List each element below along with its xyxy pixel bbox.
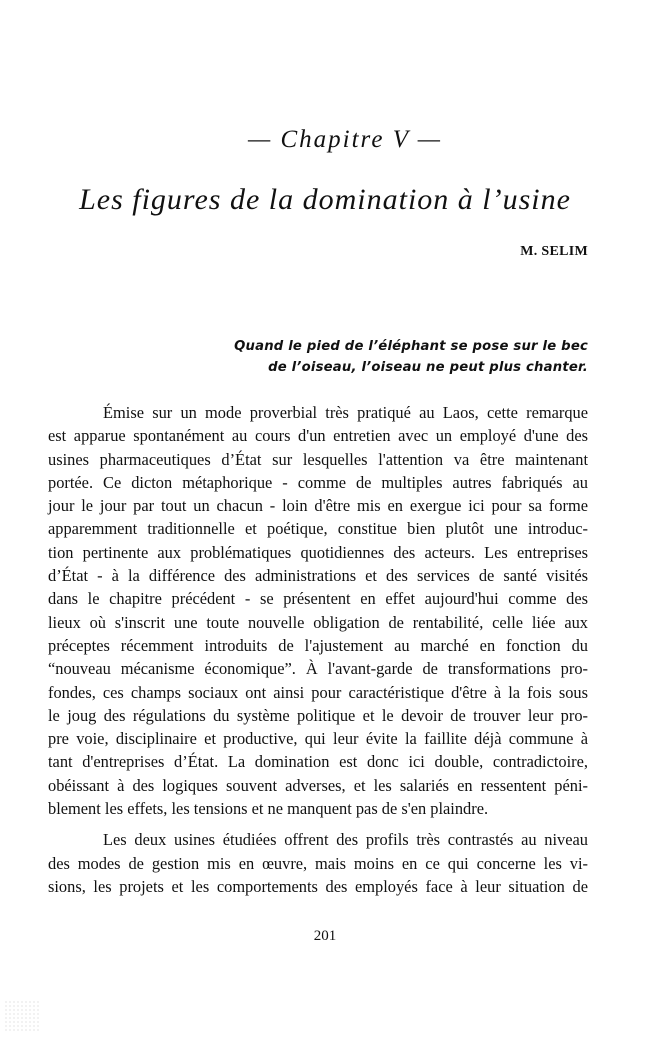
text-line: le joug des régulations du système politique et le devoir de trouver leur pro-	[48, 705, 588, 725]
text-line: lieux où s'inscrit une toute nouvelle obligation de rentabilité, celle liée aux	[48, 612, 588, 632]
text-line: “nouveau mécanisme économique”. À l'avant-garde de transformations pro-	[48, 659, 588, 679]
text-line: dans le chapitre précédent - se présentent en effet aujourd'hui comme des	[48, 589, 588, 609]
text-line: jour le jour par tout un chacun - loin d'être mis en exergue ici pour sa forme	[48, 496, 588, 516]
text-line: préceptes récemment introduits de l'ajustement au marché en fonction du	[48, 635, 588, 655]
text-line: obéissant à des logiques souvent adverses, et les salariés en ressentent péni-	[48, 775, 588, 795]
text-line: d’État - à la différence des administrations et des services de santé visités	[48, 566, 588, 586]
text-line: tion pertinente aux problématiques quotidiennes des acteurs. Les entreprises	[48, 542, 588, 562]
paragraph	[48, 828, 588, 898]
text-line: portée. Ce dicton métaphorique - comme de multiples autres fabriqués au	[48, 472, 588, 492]
text-line: est apparue spontanément au cours d'un entretien avec un employé d'une des	[48, 426, 588, 446]
text-line: Émise sur un mode proverbial très pratiqué au Laos, cette remarque	[103, 403, 588, 422]
text-line: apparemment traditionnelle et poétique, constitue bien plutôt une introduc-	[48, 519, 588, 539]
text-line: blement les effets, les tensions et ne manquent pas de s'en plaindre.	[48, 799, 489, 819]
epigraph-line: de l’oiseau, l’oiseau ne peut plus chanter.	[268, 360, 588, 375]
chapter-author: M. SELIM	[520, 244, 588, 259]
page-number: 201	[313, 928, 337, 944]
text-line: pre voie, disciplinaire et productive, qui leur évite la faillite déjà commune à	[48, 729, 588, 749]
chapter-label: — Chapitre V —	[248, 126, 442, 153]
text-line: tant d'entreprises d’État. La domination est donc ici double, contradictoire,	[48, 752, 588, 772]
text-line: des modes de gestion mis en œuvre, mais moins en ce qui concerne les vi-	[48, 853, 588, 873]
body-text	[48, 401, 588, 898]
text-line: Les deux usines étudiées offrent des profils très contrastés au niveau	[103, 830, 588, 850]
text-line: fondes, ces champs sociaux ont ainsi pour caractéristique d'être à la fois sous	[48, 682, 588, 702]
text-line: usines pharmaceutiques d’État sur lesquelles l'attention va être maintenant	[48, 449, 588, 469]
epigraph	[208, 336, 588, 378]
text-line: sions, les projets et les comportements des employés face à leur situation de	[48, 876, 588, 896]
paragraph	[48, 401, 588, 820]
chapter-title: Les figures de la domination à l’usine	[79, 183, 571, 216]
epigraph-line: Quand le pied de l’éléphant se pose sur le bec	[234, 339, 588, 354]
scan-artifact	[4, 1000, 40, 1032]
